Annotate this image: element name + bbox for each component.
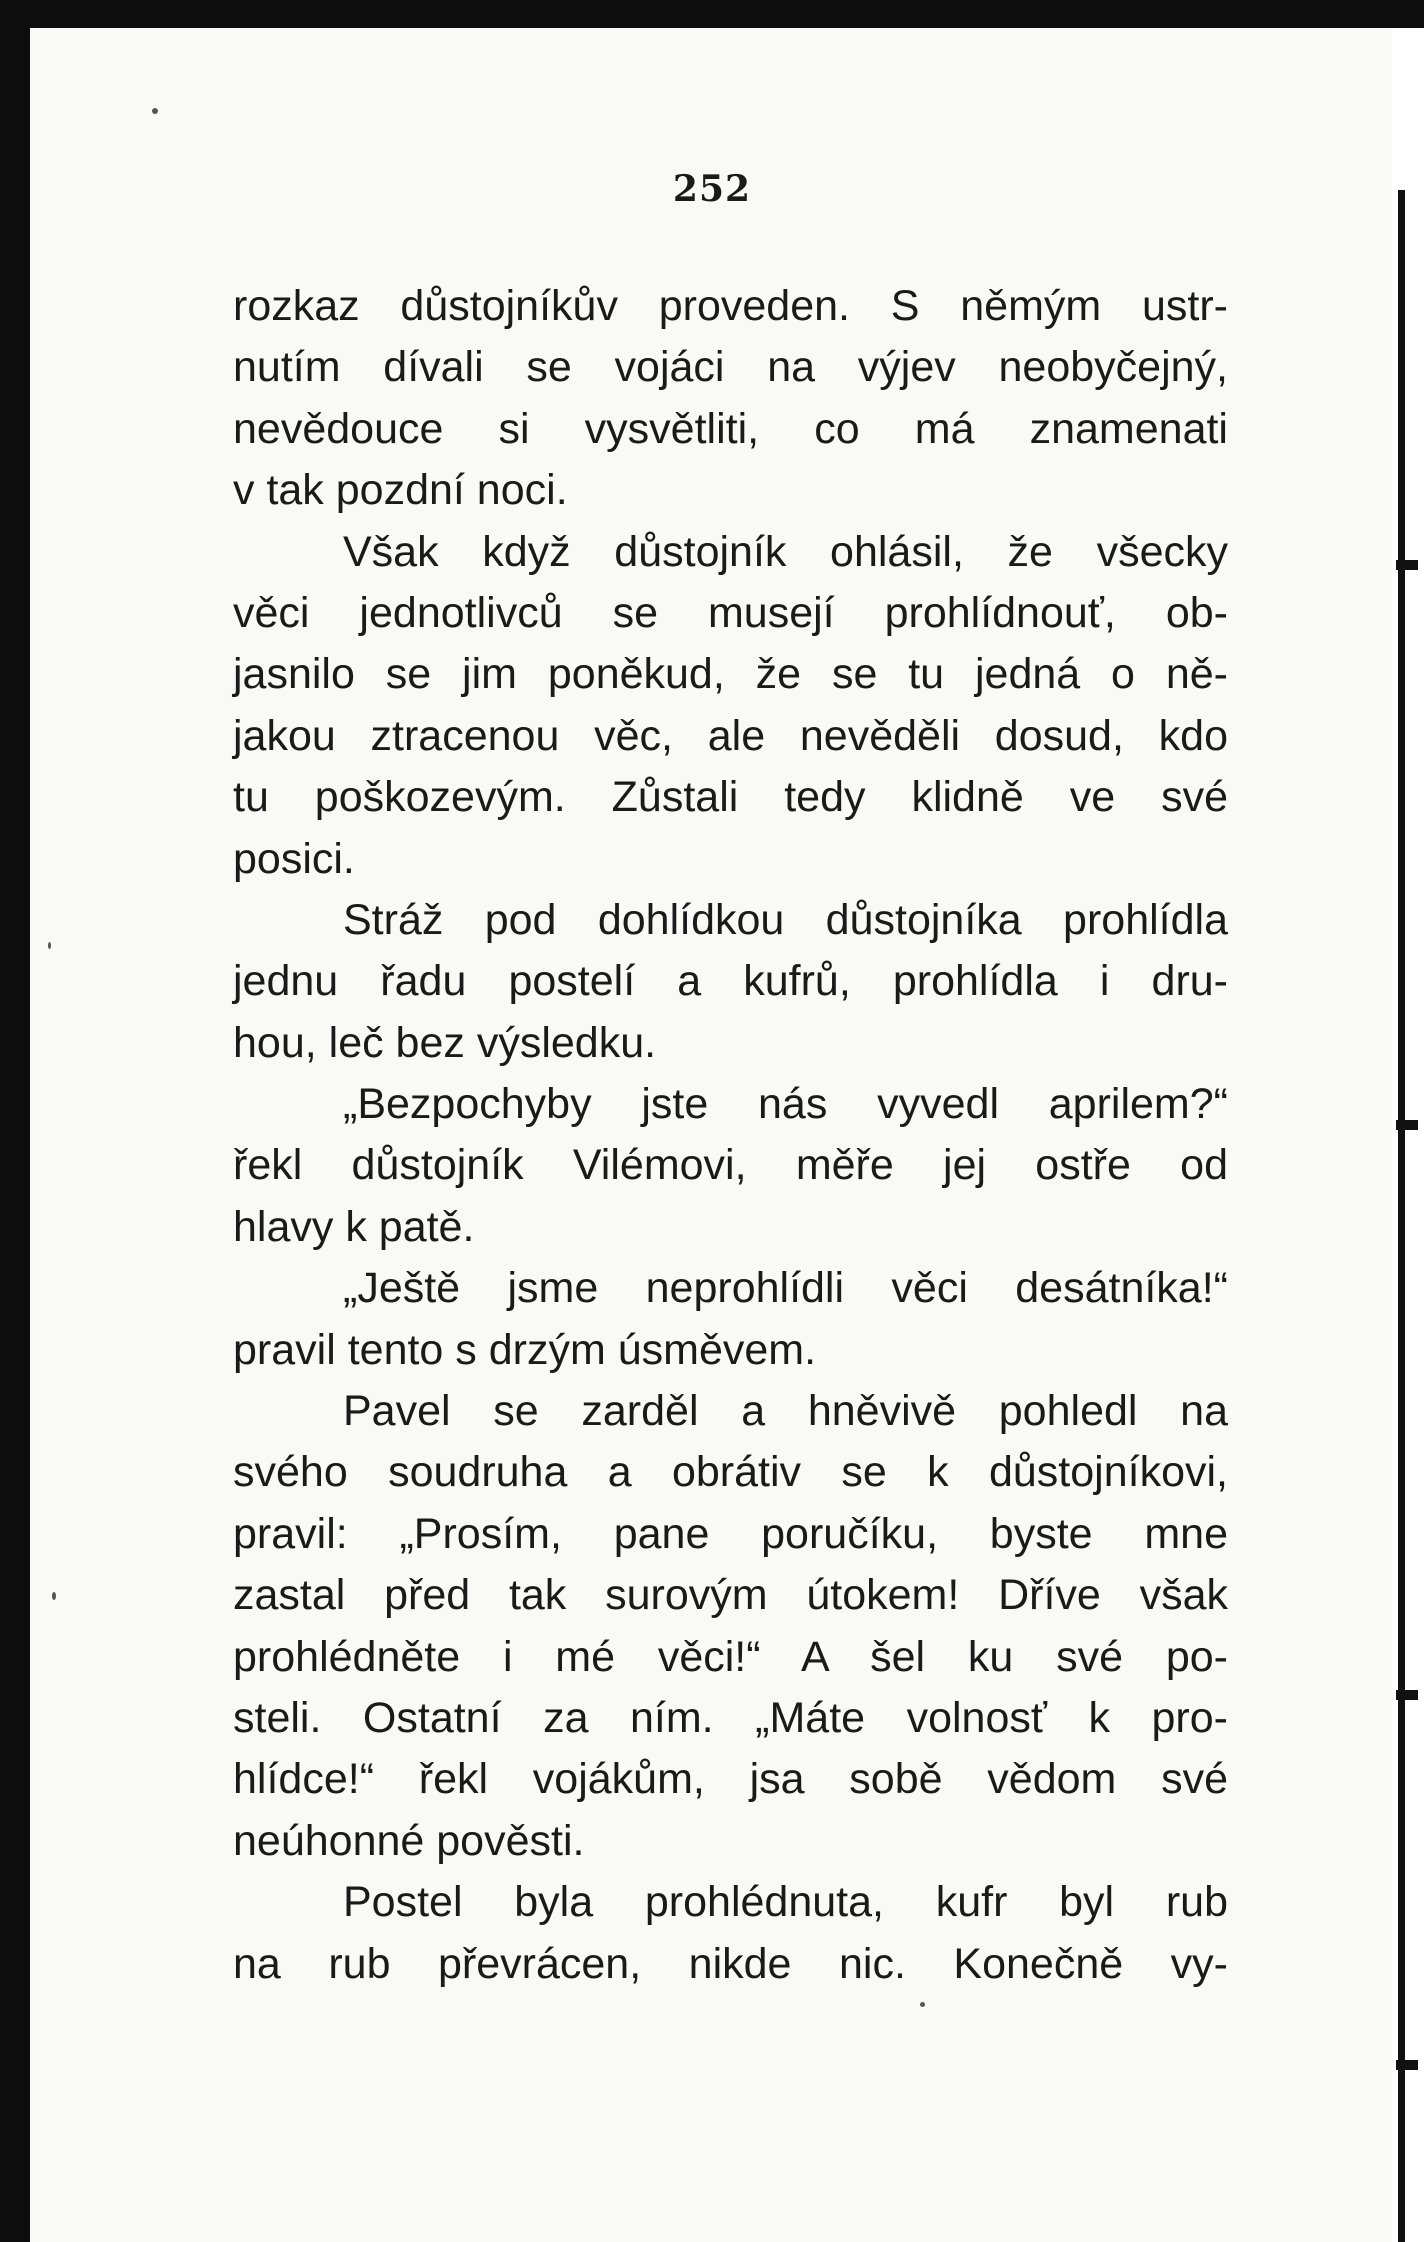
binding-mark [1396,560,1418,570]
text-line: neúhonné pověsti. [233,1816,585,1865]
body-text [233,276,1228,1995]
paper-speck [48,942,51,949]
page-gutter [1392,28,1424,2242]
text-line: svého soudruha a obrátiv se k důstojníkovi, [233,1448,1228,1497]
text-line: posici. [233,834,355,883]
text-line: tu poškozevým. Zůstali tedy klidně ve své [233,773,1228,822]
text-line: zastal před tak surovým útokem! Dříve však [233,1571,1228,1620]
binding-edge [1398,190,1405,2242]
text-line: „Ještě jsme neprohlídli věci desátníka!“ [343,1264,1228,1313]
text-line: na rub převrácen, nikde nic. Konečně vy- [233,1939,1228,1988]
text-line: v tak pozdní noci. [233,466,568,515]
text-line: steli. Ostatní za ním. „Máte volnosť k pro- [233,1693,1228,1742]
text-line: jakou ztracenou věc, ale nevěděli dosud, kdo [233,711,1228,760]
text-line: Postel byla prohlédnuta, kufr byl rub [343,1878,1228,1927]
text-line: rozkaz důstojníkův proveden. S němým ustr- [233,282,1228,330]
binding-mark [1396,2060,1418,2070]
text-line: prohlédněte i mé věci!“ A šel ku své po- [233,1632,1228,1681]
text-line: nevědouce si vysvětliti, co má znamenati [233,404,1228,453]
text-line: jasnilo se jim poněkud, že se tu jedná o ně- [233,650,1228,699]
text-line: Pavel se zarděl a hněvivě pohledl na [343,1387,1228,1436]
text-line: Stráž pod dohlídkou důstojníka prohlídla [343,895,1228,944]
paper-speck [52,1592,56,1600]
text-line: hou, leč bez výsledku. [233,1018,657,1067]
text-line: pravil tento s drzým úsměvem. [233,1325,817,1374]
text-line: jednu řadu postelí a kufrů, prohlídla i dru- [233,957,1228,1006]
paper-speck [152,108,158,114]
paper-speck [920,2002,925,2007]
text-line: řekl důstojník Vilémovi, měře jej ostře od [233,1141,1228,1190]
text-line: „Bezpochyby jste nás vyvedl aprilem?“ [343,1080,1228,1129]
text-line: nutím dívali se vojáci na výjev neobyčejný, [233,343,1228,392]
text-line: věci jednotlivců se musejí prohlídnouť, ob- [233,588,1228,637]
binding-mark [1396,1120,1418,1130]
binding-mark [1396,1690,1418,1700]
text-line: Však když důstojník ohlásil, že všecky [343,527,1228,576]
page-number: 252 [672,168,752,210]
text-line: hlavy k patě. [233,1202,475,1251]
text-line: hlídce!“ řekl vojákům, jsa sobě vědom své [233,1755,1228,1804]
text-line: pravil: „Prosím, pane poručíku, byste mne [233,1509,1228,1558]
